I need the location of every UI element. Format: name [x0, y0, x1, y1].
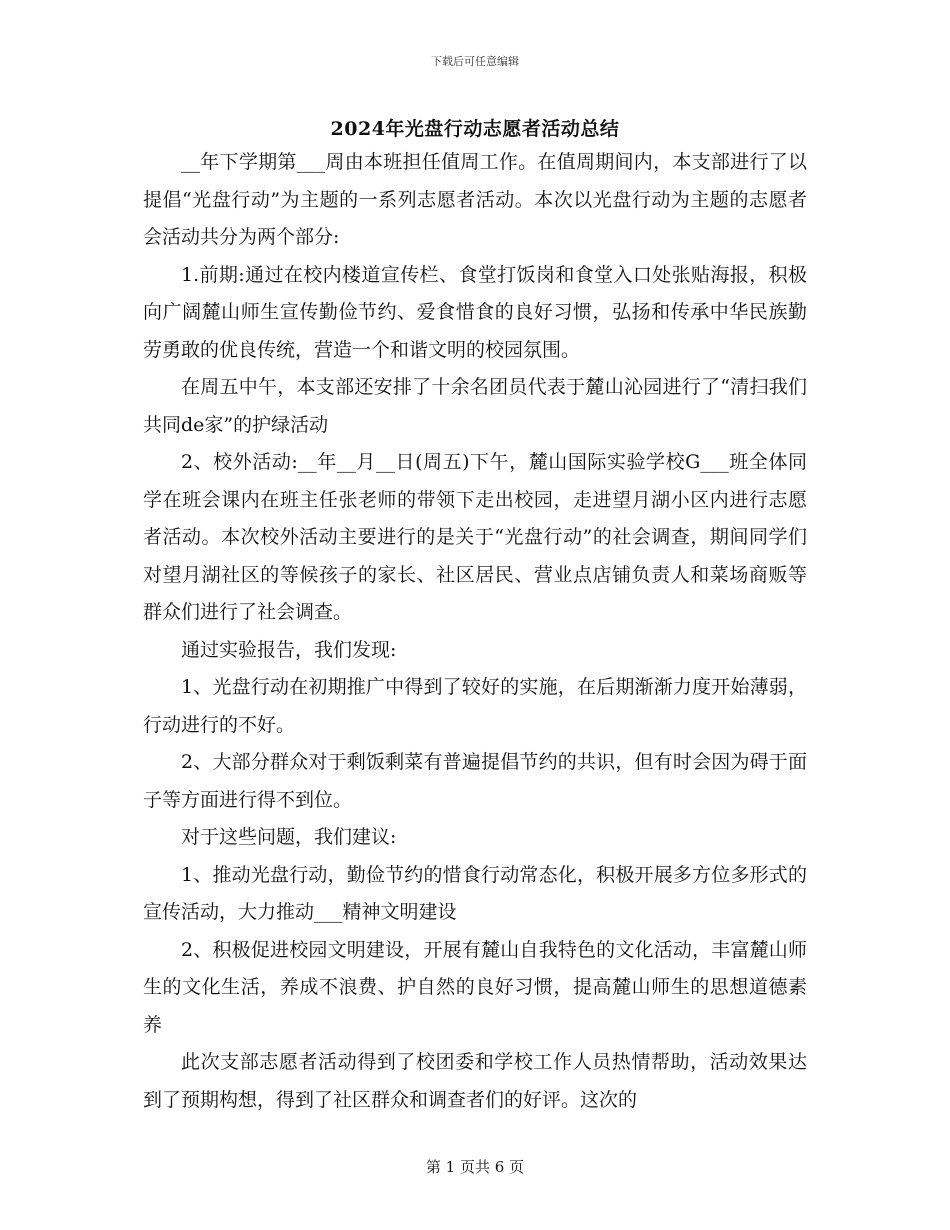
page-number: 第 1 页共 6 页 — [425, 1158, 525, 1176]
paragraph: 在周五中午，本支部还安排了十余名团员代表于麓山沁园进行了“清扫我们共同de家”的护绿活动 — [143, 376, 807, 436]
paragraph: 1、推动光盘行动，勤俭节约的惜食行动常态化，积极开展多方位多形式的宣传活动，大力推动___精神文明建设 — [143, 863, 807, 923]
header-note: 下载后可任意编辑 — [431, 55, 519, 68]
paragraph: 1.前期:通过在校内楼道宣传栏、食堂打饭岗和食堂入口处张贴海报，积极向广阔麓山师生宣传勤俭节约、爱食惜食的良好习惯，弘扬和传承中华民族勤劳勇敢的优良传统，营造一个和谐文明的校园氛围。 — [143, 263, 807, 361]
paragraph: 2、大部分群众对于剩饭剩菜有普遍提倡节约的共识，但有时会因为碍于面子等方面进行得不到位。 — [143, 751, 807, 811]
paragraph: 对于这些问题，我们建议: — [181, 826, 397, 848]
document-body — [143, 144, 807, 1119]
paragraph: 1、光盘行动在初期推广中得到了较好的实施，在后期渐渐力度开始薄弱，行动进行的不好。 — [143, 676, 807, 736]
paragraph: 此次支部志愿者活动得到了校团委和学校工作人员热情帮助，活动效果达到了预期构想，得到了社区群众和调查者们的好评。这次的 — [143, 1051, 807, 1111]
paragraph: 2、积极促进校园文明建设，开展有麓山自我特色的文化活动，丰富麓山师生的文化生活，养成不浪费、护自然的良好习惯，提高麓山师生的思想道德素养 — [143, 938, 807, 1036]
paragraph: 2、校外活动:__年__月__日(周五)下午，麓山国际实验学校G___班全体同学在班会课内在班主任张老师的带领下走出校园，走进望月湖小区内进行志愿者活动。本次校外活动主要进行的是关于“光盘行动”的社会调查，期间同学们对望月湖社区的等候孩子的家长、社区居民、营业点店铺负责人和菜场商贩等群众们进行了社会调查。 — [143, 451, 807, 623]
paragraph: 通过实验报告，我们发现: — [181, 638, 397, 661]
paragraph: __年下学期第___周由本班担任值周工作。在值周期间内，本支部进行了以提倡“光盘行动”为主题的一系列志愿者活动。本次以光盘行动为主题的志愿者会活动共分为两个部分: — [143, 151, 807, 248]
document-title: 2024年光盘行动志愿者活动总结 — [330, 118, 620, 140]
